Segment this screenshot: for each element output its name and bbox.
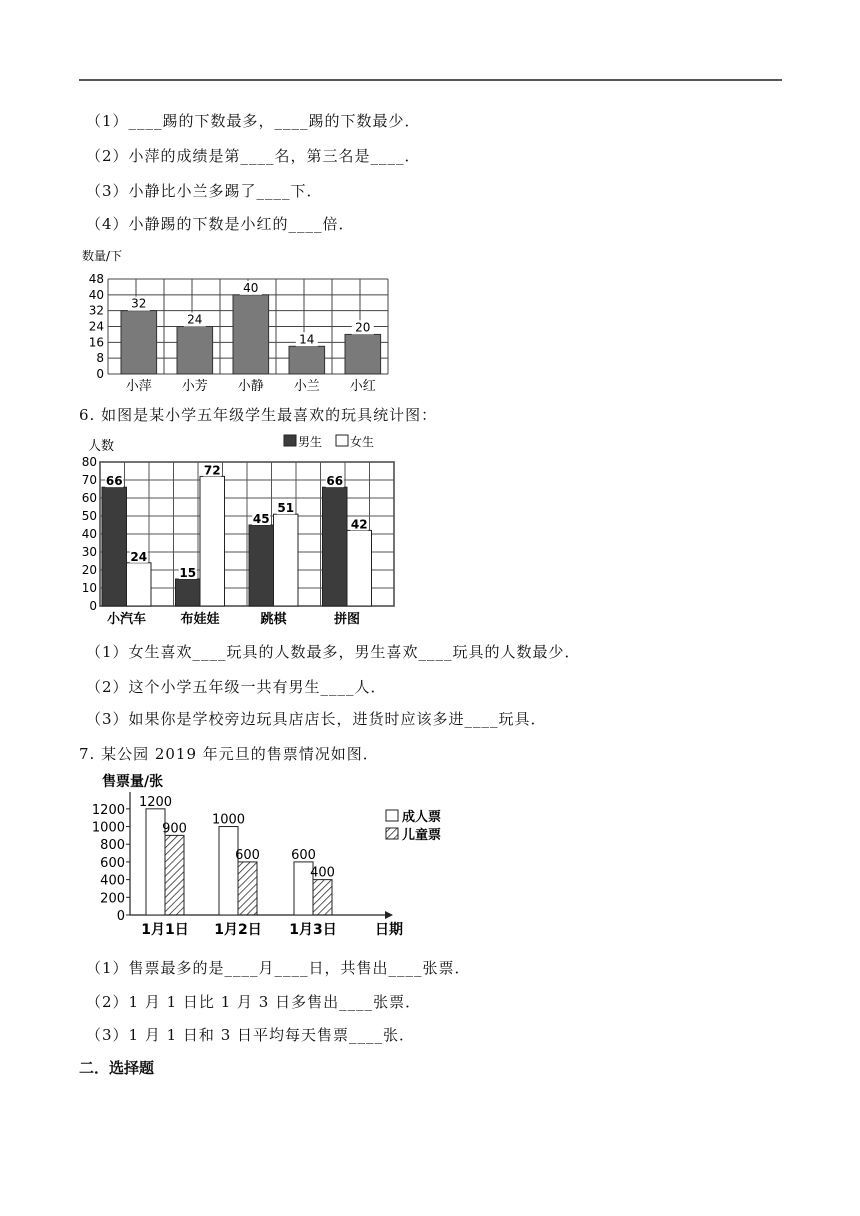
y-tick-label: 200 bbox=[100, 891, 125, 907]
y-tick-label: 1200 bbox=[91, 802, 125, 818]
x-tick-label: 布娃娃 bbox=[180, 612, 220, 627]
y-tick-label: 80 bbox=[81, 455, 97, 469]
y-tick-label: 50 bbox=[81, 509, 97, 523]
data-label: 15 bbox=[179, 566, 197, 580]
x-tick-label: 1月2日 bbox=[214, 922, 262, 938]
data-label: 900 bbox=[162, 821, 187, 837]
data-label: 1200 bbox=[138, 794, 173, 810]
y-tick-label: 40 bbox=[81, 527, 97, 541]
y-tick-label: 16 bbox=[88, 335, 104, 350]
y-tick-label: 8 bbox=[96, 351, 104, 366]
data-label: 51 bbox=[277, 501, 295, 516]
y-axis-label: 人数 bbox=[88, 439, 115, 454]
s7-question-3: （3）1 月 1 日和 3 日平均每天售票____张． bbox=[86, 1026, 416, 1044]
y-tick-label: 400 bbox=[100, 873, 125, 889]
x-tick-label: 小汽车 bbox=[106, 612, 147, 627]
bar-adult bbox=[219, 827, 238, 915]
s5-question-1: （1）____踢的下数最多，____踢的下数最少． bbox=[86, 112, 421, 130]
x-tick-label: 跳棋 bbox=[260, 612, 287, 627]
x-tick-label: 小萍 bbox=[125, 379, 152, 394]
data-label: 400 bbox=[310, 865, 335, 881]
data-label: 1000 bbox=[211, 812, 246, 828]
legend-label-adult: 成人票 bbox=[402, 810, 442, 825]
y-tick-label: 24 bbox=[88, 319, 104, 334]
s5-question-4: （4）小静踢的下数是小红的____倍． bbox=[86, 215, 355, 233]
y-tick-label: 0 bbox=[89, 599, 97, 613]
bar bbox=[177, 327, 213, 375]
y-tick-label: 40 bbox=[88, 287, 104, 302]
x-tick-label: 小静 bbox=[237, 379, 264, 394]
data-label: 42 bbox=[350, 517, 368, 532]
y-tick-label: 20 bbox=[81, 563, 97, 577]
kick-count-bar-chart bbox=[80, 244, 400, 394]
y-tick-label: 0 bbox=[116, 909, 125, 924]
header-rule bbox=[79, 79, 782, 81]
data-label: 24 bbox=[187, 312, 203, 327]
x-tick-label: 小兰 bbox=[293, 379, 320, 394]
data-label: 14 bbox=[299, 332, 315, 347]
s6-question-2: （2）这个小学五年级一共有男生____人． bbox=[86, 678, 387, 696]
bar-boys bbox=[102, 487, 127, 606]
s6-title: 6. 如图是某小学五年级学生最喜欢的玩具统计图： bbox=[79, 406, 438, 424]
bar-child bbox=[165, 835, 184, 915]
x-tick-label: 1月1日 bbox=[141, 922, 189, 938]
data-label: 600 bbox=[235, 847, 260, 863]
bar-boys bbox=[323, 487, 348, 606]
y-tick-label: 70 bbox=[81, 473, 97, 487]
legend-label-girls: 女生 bbox=[350, 435, 375, 449]
data-label: 32 bbox=[131, 296, 147, 311]
legend-swatch-adult bbox=[386, 810, 398, 821]
y-tick-label: 30 bbox=[81, 545, 97, 559]
legend-swatch-child bbox=[386, 828, 398, 839]
x-tick-label: 小红 bbox=[349, 379, 376, 394]
bar-girls bbox=[127, 563, 152, 606]
x-tick-label: 拼图 bbox=[333, 612, 361, 627]
bar-girls bbox=[274, 514, 299, 606]
s6-question-3: （3）如果你是学校旁边玩具店店长，进货时应该多进____玩具． bbox=[86, 710, 547, 728]
toy-preference-bar-chart bbox=[80, 430, 400, 630]
data-label: 72 bbox=[203, 463, 221, 478]
data-label: 45 bbox=[252, 512, 270, 526]
bar-child bbox=[238, 862, 257, 915]
bar bbox=[345, 334, 381, 374]
bar-boys bbox=[176, 579, 201, 606]
data-label: 600 bbox=[291, 847, 316, 863]
data-label: 40 bbox=[243, 280, 259, 295]
s7-title: 7. 某公园 2019 年元旦的售票情况如图． bbox=[79, 745, 379, 763]
x-tick-label: 小芳 bbox=[181, 379, 208, 394]
s7-question-1: （1）售票最多的是____月____日，共售出____张票． bbox=[86, 959, 471, 977]
bar bbox=[289, 346, 325, 374]
s5-question-2: （2）小萍的成绩是第____名，第三名是____． bbox=[86, 147, 421, 165]
x-axis-label: 日期 bbox=[375, 922, 403, 938]
s7-question-2: （2）1 月 1 日比 1 月 3 日多售出____张票． bbox=[86, 993, 422, 1011]
y-tick-label: 48 bbox=[88, 272, 104, 286]
s5-question-3: （3）小静比小兰多踢了____下． bbox=[86, 182, 323, 200]
bar-child bbox=[313, 880, 332, 915]
s6-question-1: （1）女生喜欢____玩具的人数最多，男生喜欢____玩具的人数最少． bbox=[86, 643, 581, 661]
legend-swatch-girls bbox=[336, 435, 348, 446]
section-heading-choice: 二．选择题 bbox=[79, 1059, 155, 1077]
data-label: 66 bbox=[326, 474, 344, 489]
y-tick-label: 10 bbox=[81, 581, 97, 595]
y-tick-label: 32 bbox=[88, 303, 104, 318]
data-label: 66 bbox=[105, 474, 123, 489]
x-axis-arrow bbox=[385, 911, 393, 919]
ticket-sales-bar-chart bbox=[80, 770, 442, 945]
y-tick-label: 1000 bbox=[91, 820, 125, 836]
bar-girls bbox=[200, 476, 225, 606]
legend-swatch-boys bbox=[284, 435, 296, 446]
bar-boys bbox=[249, 525, 274, 606]
data-label: 24 bbox=[130, 549, 148, 564]
bar bbox=[121, 311, 157, 374]
y-tick-label: 600 bbox=[100, 855, 125, 871]
y-axis-label: 售票量/张 bbox=[102, 774, 164, 790]
data-label: 20 bbox=[355, 320, 371, 335]
y-axis-label: 数量/下 bbox=[82, 249, 123, 263]
y-tick-label: 0 bbox=[96, 367, 104, 381]
legend-label-boys: 男生 bbox=[298, 435, 323, 449]
y-tick-label: 60 bbox=[81, 491, 97, 505]
legend-label-child: 儿童票 bbox=[402, 828, 442, 843]
y-tick-label: 800 bbox=[100, 838, 125, 854]
bar bbox=[233, 295, 269, 374]
x-tick-label: 1月3日 bbox=[289, 922, 337, 938]
bar-girls bbox=[347, 530, 372, 606]
